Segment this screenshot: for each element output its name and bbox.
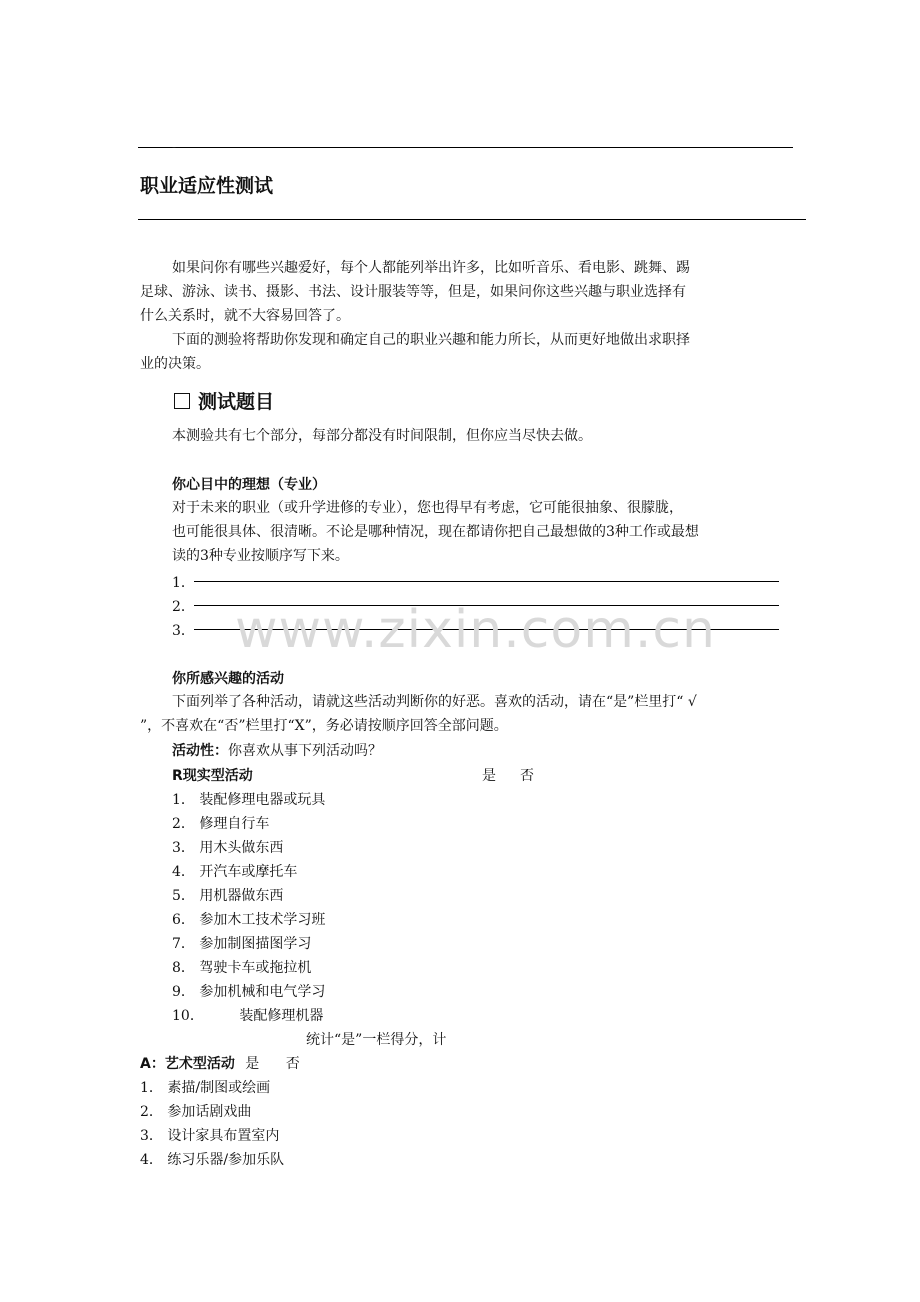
ideal-line: 对于未来的职业（或升学进修的专业），您也得早有考虑，它可能很抽象、很朦胧， bbox=[172, 500, 683, 516]
section-desc: 本测验共有七个部分，每部分都没有时间限制，但你应当尽快去做。 bbox=[172, 428, 592, 444]
ideal-line: 读的3种专业按顺序写下来。 bbox=[172, 548, 349, 564]
page-title: 职业适应性测试 bbox=[140, 175, 274, 197]
list-item: 2． 修理自行车 bbox=[172, 816, 270, 832]
list-item: 4． 练习乐器/参加乐队 bbox=[140, 1152, 285, 1168]
intro-line: 下面的测验将帮助你发现和确定自己的职业兴趣和能力所长，从而更好地做出求职择 bbox=[172, 332, 690, 348]
r-heading: R现实型活动 bbox=[172, 768, 253, 784]
activity-question bbox=[172, 740, 382, 760]
yes-column-label: 是 bbox=[482, 768, 496, 784]
activities-heading: 你所感兴趣的活动 bbox=[172, 671, 284, 687]
a-heading: A：艺术型活动 bbox=[140, 1056, 235, 1072]
list-item: 7． 参加制图描图学习 bbox=[172, 936, 312, 952]
a-heading-row bbox=[140, 1053, 300, 1073]
header-dash: - bbox=[172, 140, 177, 154]
section-heading bbox=[174, 387, 274, 414]
list-item: 3． 设计家具布置室内 bbox=[140, 1128, 280, 1144]
question-text: 你喜欢从事下列活动吗？ bbox=[228, 743, 382, 759]
list-item: 1． 装配修理电器或玩具 bbox=[172, 792, 326, 808]
answer-line-3[interactable] bbox=[194, 629, 779, 630]
activities-line: ”，不喜欢在“否”栏里打“X”，务必请按顺序回答全部问题。 bbox=[140, 718, 508, 734]
list-item: 5． 用机器做东西 bbox=[172, 888, 284, 904]
ideal-heading: 你心目中的理想（专业） bbox=[172, 477, 326, 493]
a-no-label: 否 bbox=[285, 1056, 300, 1072]
a-yes-label: 是 bbox=[245, 1056, 260, 1072]
answer-line-2[interactable] bbox=[194, 605, 779, 606]
intro-line: 业的决策。 bbox=[140, 356, 210, 372]
tally-text: 统计“是”一栏得分，计 bbox=[306, 1032, 447, 1048]
section-heading-text: 测试题目 bbox=[198, 391, 275, 413]
blank-label: 2． bbox=[172, 599, 195, 615]
blank-label: 3． bbox=[172, 623, 195, 639]
list-item: 9． 参加机械和电气学习 bbox=[172, 984, 326, 1000]
intro-line: 足球、游泳、读书、摄影、书法、设计服装等等，但是，如果问你这些兴趣与职业选择有 bbox=[140, 284, 686, 300]
question-label: 活动性： bbox=[172, 743, 228, 759]
checkbox-icon bbox=[174, 393, 190, 409]
intro-line: 如果问你有哪些兴趣爱好，每个人都能列举出许多，比如听音乐、看电影、跳舞、踢 bbox=[172, 260, 690, 276]
blank-label: 1． bbox=[172, 575, 195, 591]
list-item: 2． 参加话剧戏曲 bbox=[140, 1104, 252, 1120]
activities-line: 下面列举了各种活动，请就这些活动判断你的好恶。喜欢的活动，请在“是”栏里打“ √ bbox=[172, 694, 697, 710]
list-item: 1． 素描/制图或绘画 bbox=[140, 1080, 271, 1096]
no-column-label: 否 bbox=[520, 768, 534, 784]
list-item: 4． 开汽车或摩托车 bbox=[172, 864, 298, 880]
list-item: 10． 装配修理机器 bbox=[172, 1008, 324, 1024]
title-rule bbox=[138, 219, 806, 220]
list-item: 3． 用木头做东西 bbox=[172, 840, 284, 856]
header-rule bbox=[138, 147, 793, 148]
watermark: www.zixin.com.cn bbox=[235, 600, 716, 660]
list-item: 8． 驾驶卡车或拖拉机 bbox=[172, 960, 312, 976]
intro-line: 什么关系时，就不大容易回答了。 bbox=[140, 308, 350, 324]
answer-line-1[interactable] bbox=[194, 581, 779, 582]
list-item: 6． 参加木工技术学习班 bbox=[172, 912, 326, 928]
ideal-line: 也可能很具体、很清晰。不论是哪种情况，现在都请你把自己最想做的3种工作或最想 bbox=[172, 524, 699, 540]
